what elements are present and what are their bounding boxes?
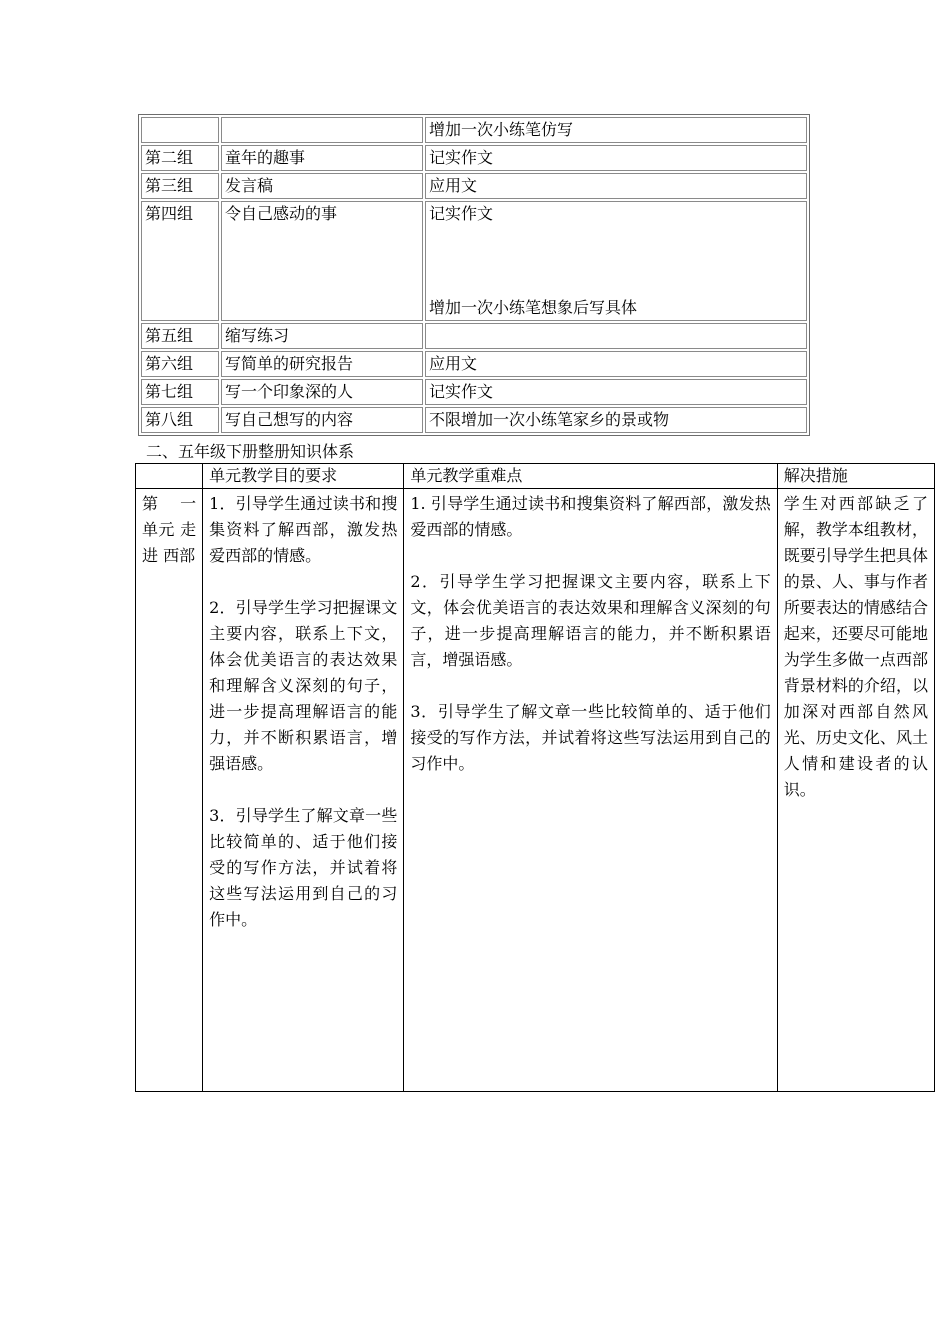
key-points-cell [404, 489, 777, 1092]
type-extra-text: 增加一次小练笔想象后写具体 [429, 298, 638, 317]
key-point-item: 2．引导学生学习把握课文主要内容，联系上下文，体会优美语言的表达效果和理解含义深刻的句子，进一步提高理解语言的能力，并不断积累语言，增强语感。 [410, 572, 771, 669]
topic-cell: 写简单的研究报告 [221, 351, 423, 377]
topic-cell: 发言稿 [221, 173, 423, 199]
group-cell: 第四组 [141, 201, 219, 321]
header-cell-blank [136, 464, 203, 489]
group-cell: 第七组 [141, 379, 219, 405]
goal-item: 3．引导学生了解文章一些比较简单的、适于他们接受的写作方法，并试着将这些写法运用到自己的习作中。 [209, 806, 398, 929]
type-cell: 记实作文 [425, 145, 807, 171]
table-row [141, 145, 807, 171]
topic-cell: 令自己感动的事 [221, 201, 423, 321]
group-cell: 第五组 [141, 323, 219, 349]
group-cell: 第六组 [141, 351, 219, 377]
topic-cell: 写一个印象深的人 [221, 379, 423, 405]
table-row [141, 173, 807, 199]
topic-cell [221, 117, 423, 143]
table-row [141, 201, 807, 321]
type-cell: 不限增加一次小练笔家乡的景或物 [425, 407, 807, 433]
type-text: 记实作文 [429, 204, 494, 223]
type-cell: 应用文 [425, 351, 807, 377]
group-cell: 第三组 [141, 173, 219, 199]
knowledge-system-table [135, 463, 935, 1092]
table-header-row [136, 464, 935, 489]
topic-cell: 缩写练习 [221, 323, 423, 349]
key-point-item: 3．引导学生了解文章一些比较简单的、适于他们接受的写作方法，并试着将这些写法运用到自己的习作中。 [410, 702, 771, 773]
goal-item: 1．引导学生通过读书和搜集资料了解西部，激发热爱西部的情感。 [209, 494, 398, 565]
table-row [141, 351, 807, 377]
group-cell: 第二组 [141, 145, 219, 171]
topic-cell: 写自己想写的内容 [221, 407, 423, 433]
measures-cell: 学生对西部缺乏了解，教学本组教材，既要引导学生把具体的景、人、事与作者所要表达的情感结合起来，还要尽可能地为学生多做一点西部背景材料的介绍，以加深对西部自然风光、历史文化、风土人情和建设者的认识。 [777, 489, 934, 1092]
type-cell: 应用文 [425, 173, 807, 199]
type-cell: 增加一次小练笔仿写 [425, 117, 807, 143]
topic-cell: 童年的趣事 [221, 145, 423, 171]
header-cell-measures: 解决措施 [777, 464, 934, 489]
table-row [141, 407, 807, 433]
type-cell [425, 201, 807, 321]
type-cell: 记实作文 [425, 379, 807, 405]
writing-plan-table [138, 114, 810, 436]
table-row [141, 323, 807, 349]
unit-cell: 第 一 单元 走 进 西部 [136, 489, 203, 1092]
table-row [141, 379, 807, 405]
goals-cell [203, 489, 404, 1092]
group-cell: 第八组 [141, 407, 219, 433]
table-row [136, 489, 935, 1092]
section-heading: 二、五年级下册整册知识体系 [146, 442, 355, 461]
type-cell [425, 323, 807, 349]
key-point-item: 1. 引导学生通过读书和搜集资料了解西部，激发热爱西部的情感。 [410, 494, 771, 539]
goal-item: 2．引导学生学习把握课文主要内容，联系上下文，体会优美语言的表达效果和理解含义深刻的句子，进一步提高理解语言的能力，并不断积累语言，增强语感。 [209, 598, 398, 773]
group-cell [141, 117, 219, 143]
table-row [141, 117, 807, 143]
header-cell-goals: 单元教学目的要求 [203, 464, 404, 489]
header-cell-key-points: 单元教学重难点 [404, 464, 777, 489]
